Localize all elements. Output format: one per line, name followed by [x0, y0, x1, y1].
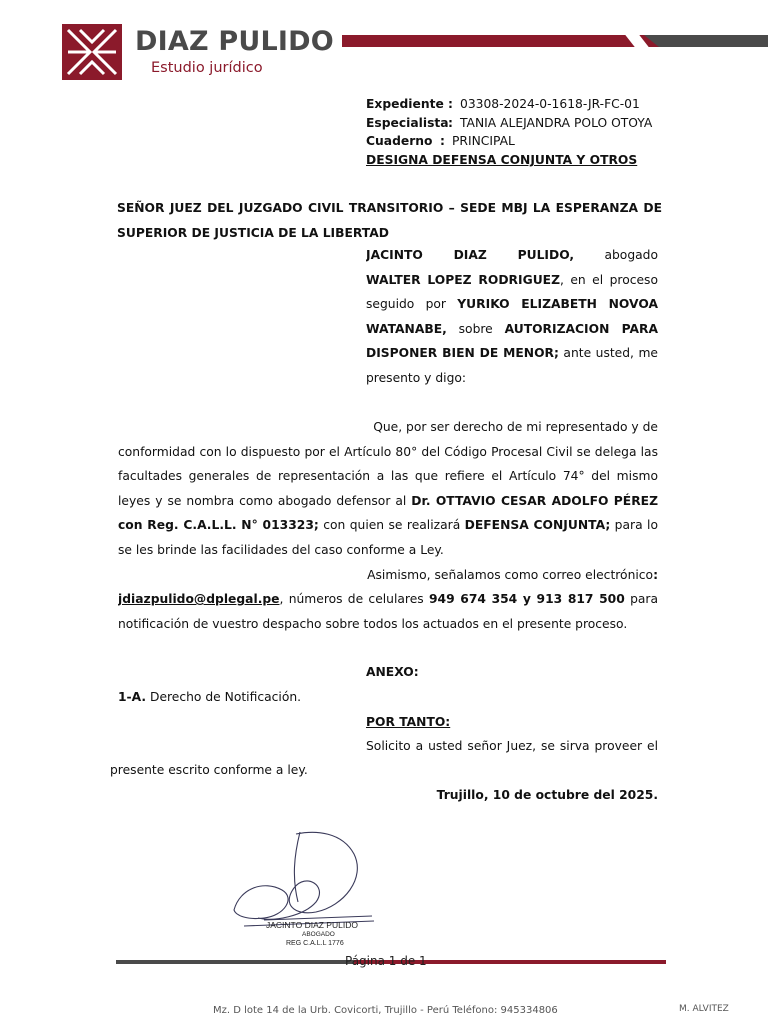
body-text: , números de celulares [279, 592, 429, 607]
closing-line-2: presente escrito conforme a ley. [110, 763, 308, 777]
body-text: se les brinde las facilidades del caso conforme a Ley. [118, 542, 444, 557]
intro-text: , en el proceso [560, 272, 658, 287]
body-paragraph-1 [118, 415, 658, 636]
footer-initials: M. ALVITEZ [679, 1004, 729, 1014]
page-number: Página 1 de 1 [345, 954, 427, 968]
expediente-value: 03308-2024-0-1618-JR-FC-01 [460, 97, 640, 111]
header-bar-gray [644, 35, 768, 47]
separator: : [448, 97, 453, 111]
date-line: Trujillo, 10 de octubre del 2025. [436, 788, 658, 802]
co-counsel-reg: con Reg. C.A.L.L. N° 013323; [118, 518, 319, 533]
lawyer-name: JACINTO DIAZ PULIDO, [366, 248, 575, 262]
matter: AUTORIZACION PARA [504, 321, 658, 336]
por-tanto-heading: POR TANTO: [366, 715, 451, 729]
especialista-label: Especialista [366, 115, 449, 130]
body-text: Asimismo, señalamos como correo electrónico [367, 567, 654, 582]
body-text: con quien se realizará [318, 518, 465, 533]
signature-image [224, 826, 384, 948]
matter: DISPONER BIEN DE MENOR; [366, 346, 559, 361]
firm-name: DIAZ PULIDO [135, 26, 334, 57]
body-text: para [630, 592, 658, 607]
anexo-item-text: Derecho de Notificación. [146, 690, 302, 704]
closing-line-1: Solicito a usted señor Juez, se sirva proveer el [366, 739, 658, 753]
client-name: WALTER LOPEZ RODRIGUEZ [366, 272, 560, 287]
signature-reg: REG C.A.L.L 1776 [286, 940, 344, 947]
co-counsel-name: Dr. OTTAVIO CESAR ADOLFO PÉREZ [411, 493, 658, 508]
phone-numbers: 949 674 354 y 913 817 500 [428, 592, 625, 607]
document-title: DESIGNA DEFENSA CONJUNTA Y OTROS [366, 153, 638, 168]
anexo-item-number: 1-A. [118, 690, 147, 704]
intro-paragraph [366, 243, 658, 391]
firm-logo-icon [62, 24, 122, 80]
anexo-item [118, 685, 301, 710]
plaintiff-name: YURIKO ELIZABETH NOVOA [457, 297, 658, 312]
signature-name: JACINTO DIAZ PULIDO [266, 920, 358, 930]
addressee [117, 196, 662, 245]
plaintiff-name: WATANABE, [366, 321, 447, 336]
body-text: Que, por ser derecho de mi representado y de [373, 420, 658, 434]
addressee-line-2: SUPERIOR DE JUSTICIA DE LA LIBERTAD [117, 225, 389, 240]
signature-title: ABOGADO [302, 931, 335, 938]
email-address: jdiazpulido@dplegal.pe [118, 592, 280, 607]
cuaderno-value: PRINCIPAL [452, 134, 515, 149]
body-text: conformidad con lo dispuesto por el Artículo 80° del Código Procesal Civil se delega las [118, 444, 658, 459]
separator: : [448, 115, 453, 130]
intro-text: abogado [604, 248, 658, 262]
cuaderno-label: Cuaderno [366, 134, 433, 149]
expediente-label: Expediente [366, 97, 444, 111]
intro-text: presento y digo: [366, 370, 467, 385]
colon: : [653, 567, 658, 582]
anexo-heading: ANEXO: [366, 665, 419, 679]
body-text: facultades generales de representación a las que refiere el Artículo 74° del mismo [118, 469, 658, 484]
especialista-value: TANIA ALEJANDRA POLO OTOYA [460, 115, 653, 130]
defense-type: DEFENSA CONJUNTA; [464, 518, 611, 533]
footer-address: Mz. D lote 14 de la Urb. Covicorti, Trujillo - Perú Teléfono: 945334806 [213, 1005, 558, 1016]
intro-text: ante usted, me [558, 346, 658, 361]
firm-subtitle: Estudio jurídico [151, 60, 263, 76]
intro-text: sobre [446, 321, 505, 336]
separator: : [440, 134, 445, 149]
case-info [366, 95, 652, 170]
addressee-line-1: SEÑOR JUEZ DEL JUZGADO CIVIL TRANSITORIO – SEDE MBJ LA ESPERANZA DE [117, 201, 662, 215]
body-text: para lo [614, 518, 658, 533]
header-bar-red [342, 35, 672, 47]
intro-text: seguido por [366, 297, 458, 312]
body-text: leyes y se nombra como abogado defensor al [118, 493, 412, 508]
body-text: notificación de vuestro despacho sobre todos los actuados en el presente proceso. [118, 616, 628, 631]
